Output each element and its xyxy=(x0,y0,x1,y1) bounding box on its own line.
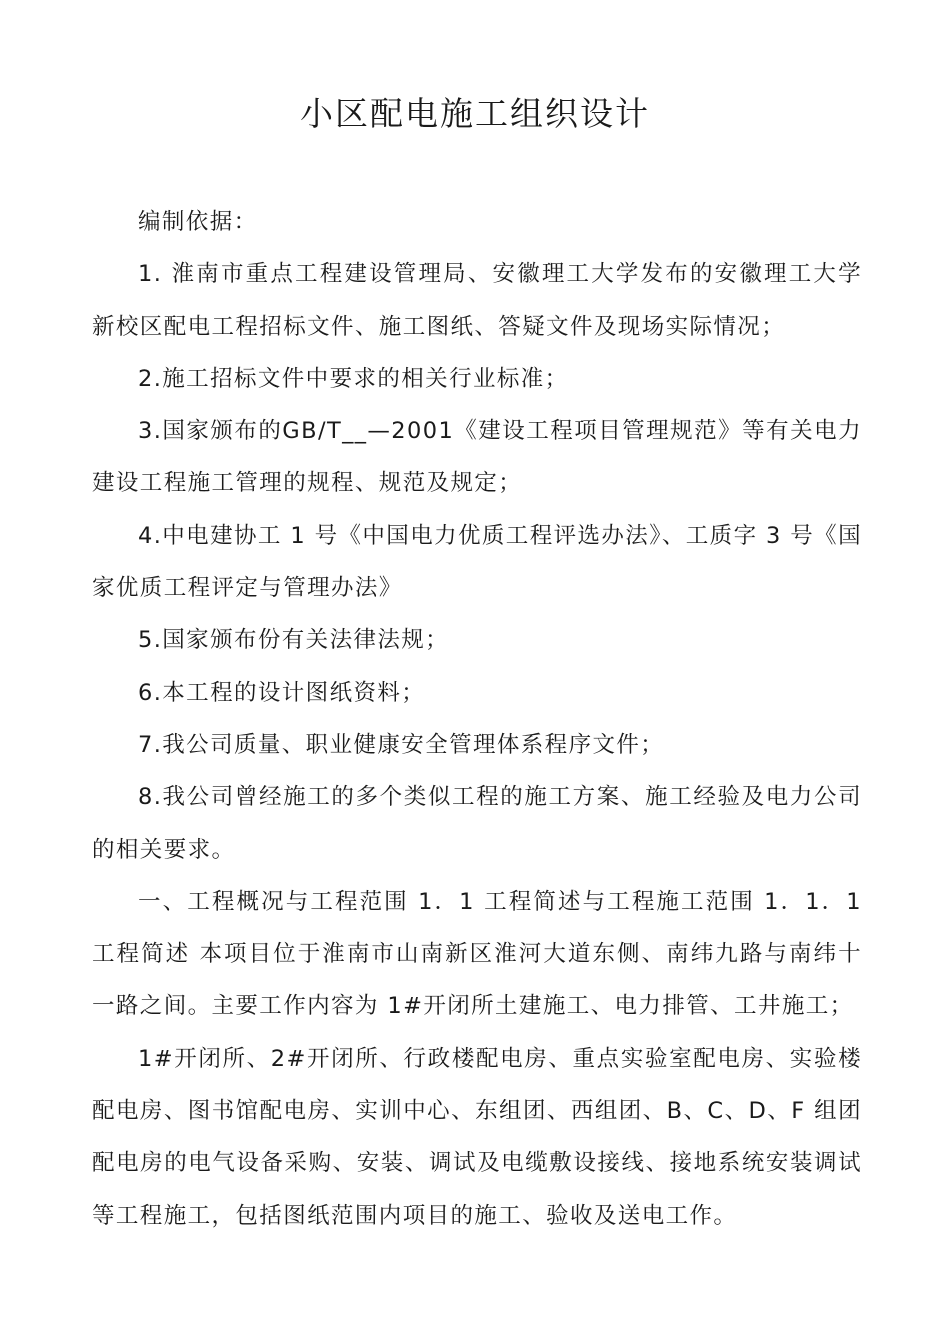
paragraph-basis-7: 7.我公司质量、职业健康安全管理体系程序文件； xyxy=(138,731,665,758)
paragraph-basis-8: 8.我公司曾经施工的多个类似工程的施工方案、施工经验及电力公司的相关要求。 xyxy=(92,784,862,863)
paragraph-project-overview: 一、工程概况与工程范围 1．1 工程简述与工程施工范围 1．1．1 工程简述 本项目位于淮南市山南新区淮河大道东侧、南纬九路与南纬十一路之间。主要工作内容为 1#开闭所土建施工、电力排管、工井施工； xyxy=(92,888,862,1020)
document-title: 小区配电施工组织设计 xyxy=(300,94,650,133)
document-body xyxy=(92,196,862,1242)
paragraph-basis-heading: 编制依据： xyxy=(138,209,258,235)
paragraph-project-scope: 1#开闭所、2#开闭所、行政楼配电房、重点实验室配电房、实验楼配电房、图书馆配电房、实训中心、东组团、西组团、B、C、D、F 组团配电房的电气设备采购、安装、调试及电缆敷设接线、接地系统安装调试等工程施工，包括图纸范围内项目的施工、验收及送电工作。 xyxy=(92,1045,862,1229)
paragraph-basis-2: 2.施工招标文件中要求的相关行业标准； xyxy=(138,365,569,392)
paragraph-basis-1: 1. 淮南市重点工程建设管理局、安徽理工大学发布的安徽理工大学新校区配电工程招标文件、施工图纸、答疑文件及现场实际情况； xyxy=(92,261,862,340)
paragraph-basis-3: 3.国家颁布的GB/T__—2001《建设工程项目管理规范》等有关电力建设工程施工管理的规程、规范及规定； xyxy=(92,418,862,497)
paragraph-basis-5: 5.国家颁布份有关法律法规； xyxy=(138,627,450,654)
paragraph-basis-4: 4.中电建协工 1 号《中国电力优质工程评选办法》、工质字 3 号《国家优质工程评定与管理办法》 xyxy=(92,522,862,602)
paragraph-basis-6: 6.本工程的设计图纸资料； xyxy=(138,679,426,706)
